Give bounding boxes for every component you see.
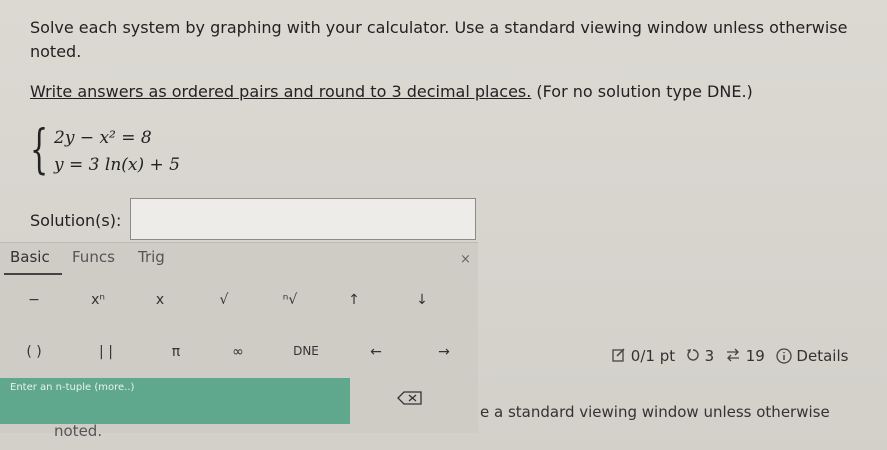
key-infinity[interactable]: ∞ [232,344,244,360]
entry-hint-text[interactable]: Enter an n-tuple (more..) [10,382,135,393]
repeated-instruction-fragment: e a standard viewing window unless otherwise [480,403,830,421]
equation-2: y = 3 ln(x) + 5 [54,155,180,175]
retry-icon [686,348,700,362]
tab-basic[interactable]: Basic [10,248,50,266]
key-power[interactable]: xⁿ [91,292,105,308]
key-absolute-value[interactable]: | | [99,344,113,360]
key-pi[interactable]: π [171,344,181,360]
solution-label: Solution(s): [30,211,122,230]
key-x[interactable]: x [155,292,165,308]
instruction-line-1: Solve each system by graphing with your calculator. Use a standard viewing window unless otherwise [30,18,848,37]
key-nth-root[interactable]: ⁿ√ [282,292,298,308]
swap-icon [725,348,741,362]
instruction-line-2 [30,82,753,101]
instructions [30,16,870,64]
checkbox-edit-icon [612,348,626,362]
retries-count: 3 [704,347,715,365]
key-right-arrow[interactable]: → [438,344,450,360]
backspace-icon[interactable] [397,391,423,405]
system-brace: { [30,120,49,180]
tab-funcs[interactable]: Funcs [72,248,115,266]
solution-input[interactable] [130,198,476,240]
noted-fragment: noted. [54,422,103,440]
tab-trig[interactable]: Trig [138,248,165,266]
key-dne[interactable]: DNE [293,344,319,358]
key-left-arrow[interactable]: ← [370,344,382,360]
key-minus[interactable]: − [28,292,40,308]
instruction-rest: (For no solution type DNE.) [531,82,753,101]
key-down-arrow[interactable]: ↓ [416,292,428,308]
key-sqrt[interactable]: √ [219,292,229,308]
score-text: 0/1 pt [630,347,676,365]
keypad-close-icon[interactable]: × [460,252,471,267]
equation-1: 2y − x² = 8 [54,128,152,148]
instruction-line-1b: noted. [30,42,82,61]
details-link[interactable]: Details [796,347,849,365]
question-status [612,347,848,365]
attempts-count: 19 [745,347,765,365]
info-icon[interactable] [776,348,792,364]
key-parentheses[interactable]: ( ) [26,344,42,360]
key-up-arrow[interactable]: ↑ [348,292,360,308]
active-tab-indicator [4,273,62,275]
instruction-underlined: Write answers as ordered pairs and round to 3 decimal places. [30,82,532,101]
